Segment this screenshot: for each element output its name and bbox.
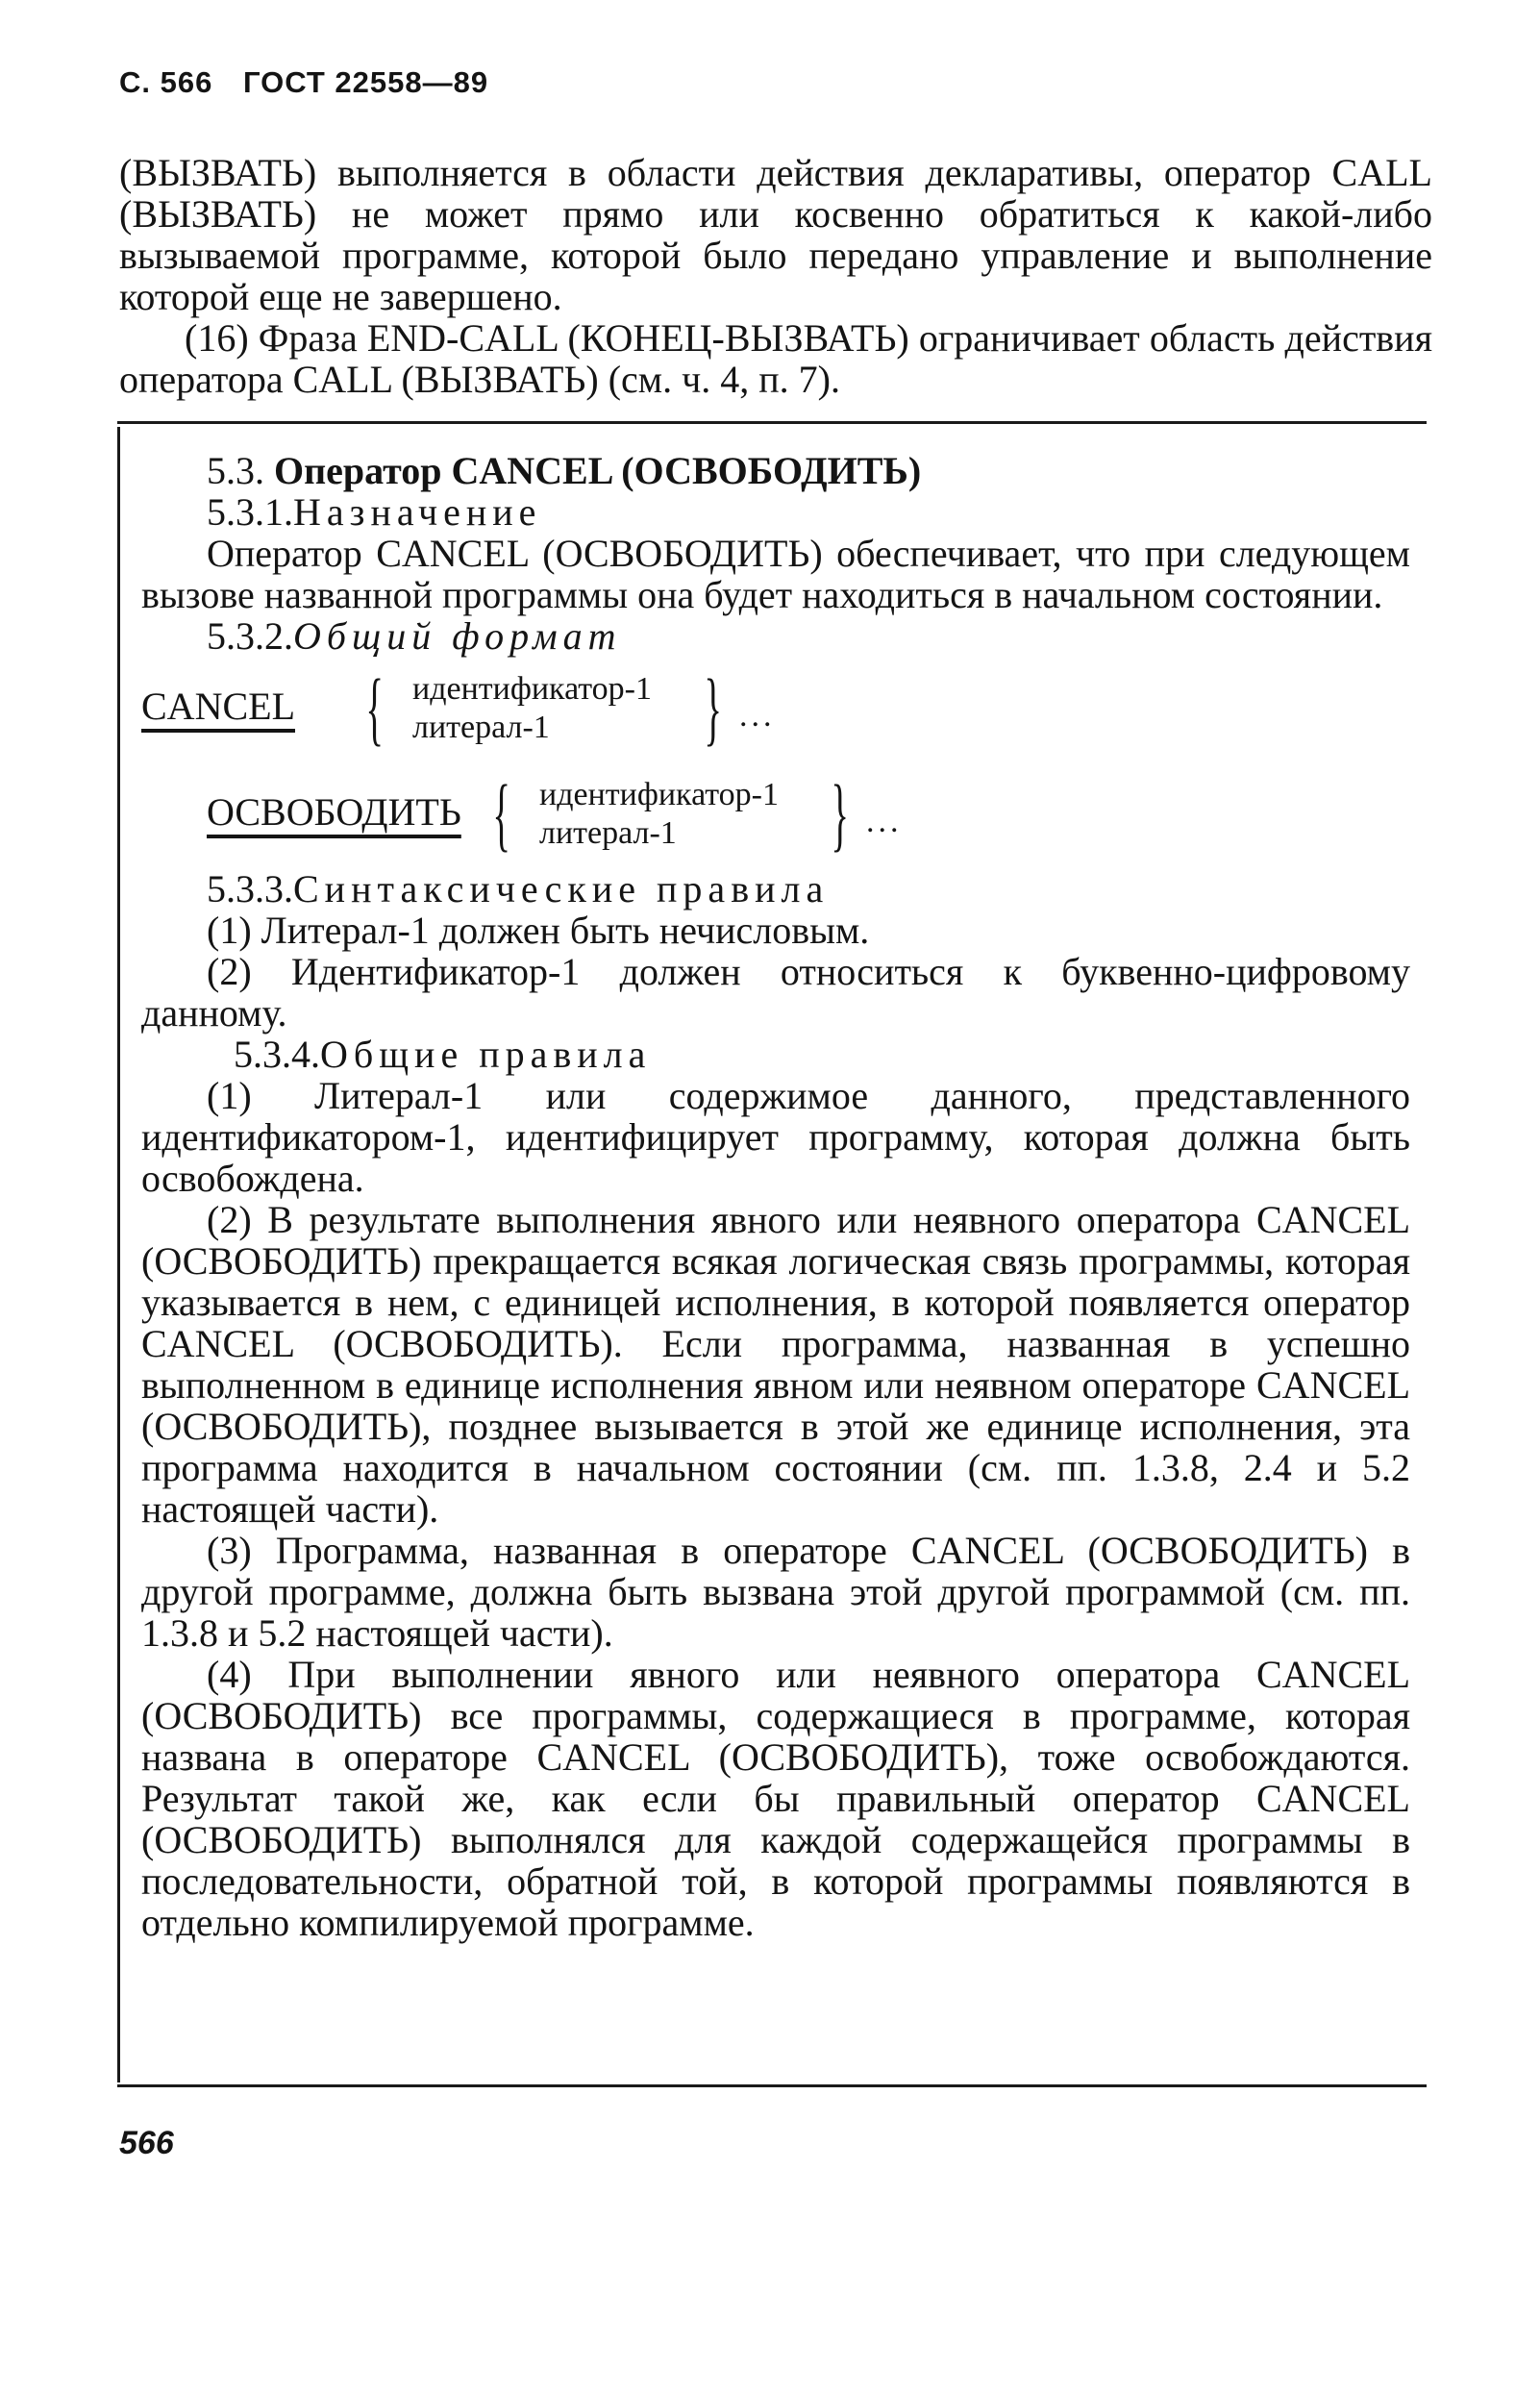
- format-option-identifier: идентификатор-1: [412, 671, 653, 707]
- format-options: [539, 776, 779, 853]
- purpose-heading: [141, 491, 1410, 533]
- format-osvobodit-row: [141, 762, 1410, 868]
- right-brace: }: [831, 767, 849, 860]
- section-box: [117, 427, 1428, 2082]
- footer-page-number: 566: [119, 2125, 174, 2161]
- purpose-label: Назначение: [293, 490, 542, 534]
- format-en-keyword: CANCEL: [141, 685, 295, 728]
- general-label: Общие правила: [320, 1033, 652, 1076]
- syntax-rule-1: (1) Литерал-1 должен быть нечисловым.: [207, 909, 870, 952]
- purpose-text: Оператор CANCEL (ОСВОБОДИТЬ) обеспечивает, что при следующем вызове названной программы она будет находиться в начальном состоянии.: [141, 532, 1410, 616]
- box-top-rule: [117, 421, 1427, 424]
- box-bottom-rule: [117, 2084, 1427, 2087]
- intro-paragraph-2: (16) Фраза END-CALL (КОНЕЦ-ВЫЗВАТЬ) ограничивает область действия оператора CALL (ВЫЗВАТЬ) (см. ч. 4, п. 7).: [119, 316, 1432, 401]
- format-ellipsis: ...: [866, 804, 903, 839]
- general-heading: [141, 1034, 1410, 1075]
- right-brace: }: [704, 661, 722, 754]
- format-ru-keyword: ОСВОБОДИТЬ: [207, 790, 461, 834]
- format-option-literal: литерал-1: [412, 710, 550, 745]
- page-header: [119, 65, 509, 100]
- general-rule-1: (1) Литерал-1 или содержимое данного, представленного идентификатором-1, идентифицирует программу, которая должна быть освобождена.: [141, 1074, 1410, 1200]
- format-num: 5.3.2.: [207, 614, 293, 658]
- left-brace: {: [365, 661, 384, 754]
- left-brace: {: [492, 767, 510, 860]
- format-option-literal: литерал-1: [539, 815, 677, 851]
- syntax-rule-2: (2) Идентификатор-1 должен относиться к буквенно-цифровому данному.: [141, 950, 1410, 1035]
- section-title-num: 5.3.: [207, 449, 264, 492]
- intro-paragraph-1: (ВЫЗВАТЬ) выполняется в области действия декларативы, оператор CALL (ВЫЗВАТЬ) не может прямо или косвенно обратиться к какой-либо вызываемой программе, которой было передано управление и выполнение которой еще не завершено.: [119, 151, 1432, 318]
- format-option-identifier: идентификатор-1: [539, 777, 780, 812]
- section-title: [141, 450, 1410, 491]
- standard-code: ГОСТ 22558—89: [242, 65, 489, 99]
- general-rule-3: (3) Программа, названная в операторе CANCEL (ОСВОБОДИТЬ) в другой программе, должна быть вызвана этой другой программой (см. пп. 1.3.8 и 5.2 настоящей части).: [141, 1529, 1410, 1655]
- format-ellipsis: ...: [739, 698, 776, 734]
- syntax-heading: [141, 868, 1410, 910]
- format-cancel-row: [141, 657, 1410, 762]
- format-heading: [141, 615, 1410, 657]
- format-label: Общий формат: [293, 614, 622, 658]
- syntax-label: Синтаксические правила: [293, 867, 830, 910]
- general-num: 5.3.4.: [234, 1033, 320, 1076]
- purpose-num: 5.3.1.: [207, 490, 293, 534]
- format-options: [412, 670, 652, 747]
- page-label: С. 566: [119, 65, 213, 99]
- general-rule-2: (2) В результате выполнения явного или неявного оператора CANCEL (ОСВОБОДИТЬ) прекращается всякая логическая связь программы, которая указывается в нем, с единицей исполнения, в которой появляется оператор CANCEL (ОСВОБОДИТЬ). Если программа, названная в успешно выполненном в единице исполнения явном или неявном операторе CANCEL (ОСВОБОДИТЬ), позднее вызывается в этой же единице исполнения, эта программа находится в начальном состоянии (см. пп. 1.3.8, 2.4 и 5.2 настоящей части).: [141, 1198, 1410, 1531]
- syntax-num: 5.3.3.: [207, 867, 293, 910]
- section-title-text: Оператор CANCEL (ОСВОБОДИТЬ): [274, 449, 922, 492]
- general-rule-4: (4) При выполнении явного или неявного оператора CANCEL (ОСВОБОДИТЬ) все программы, содержащиеся в программе, которая названа в операторе CANCEL (ОСВОБОДИТЬ), тоже освобождаются. Результат такой же, как если бы правильный оператор CANCEL (ОСВОБОДИТЬ) выполнялся для каждой содержащейся программы в последовательности, обратной той, в которой программы появляются в отдельно компилируемой программе.: [141, 1653, 1410, 1944]
- intro-text: [119, 152, 1432, 400]
